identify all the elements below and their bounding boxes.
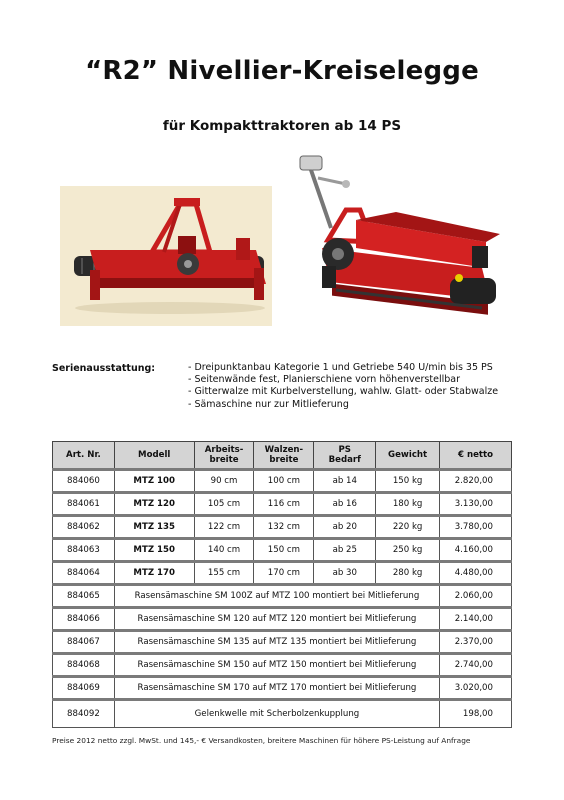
table-row: [53, 585, 512, 608]
cell-beschreibung: Rasensämaschine SM 170 auf MTZ 170 montiert bei Mitlieferung: [114, 677, 439, 700]
cell-ps: ab 16: [314, 493, 376, 516]
header-arbeitsbreite: Arbeits- breite: [194, 442, 254, 470]
cell-preis: 3.130,00: [440, 493, 512, 516]
header-modell: Modell: [114, 442, 194, 470]
cell-modell: MTZ 100: [114, 470, 194, 493]
list-item: - Dreipunktanbau Kategorie 1 und Getriebe 540 U/min bis 35 PS: [188, 362, 493, 373]
header-walzenbreite: Walzen- breite: [254, 442, 314, 470]
cell-modell: MTZ 150: [114, 539, 194, 562]
table-row: [53, 516, 512, 539]
cell-walzenbreite: 116 cm: [254, 493, 314, 516]
cell-beschreibung: Rasensämaschine SM 120 auf MTZ 120 montiert bei Mitlieferung: [114, 608, 439, 631]
cell-modell: MTZ 135: [114, 516, 194, 539]
cell-modell: MTZ 120: [114, 493, 194, 516]
cell-preis: 2.740,00: [440, 654, 512, 677]
table-row: [53, 654, 512, 677]
cell-preis: 3.020,00: [440, 677, 512, 700]
cell-preis: 4.480,00: [440, 562, 512, 585]
page-subtitle: für Kompakttraktoren ab 14 PS: [162, 118, 402, 134]
cell-ps: ab 30: [314, 562, 376, 585]
cell-beschreibung: Rasensämaschine SM 135 auf MTZ 135 montiert bei Mitlieferung: [114, 631, 439, 654]
series-equipment-list: [188, 362, 498, 411]
cell-arbeitsbreite: 105 cm: [194, 493, 254, 516]
table-header-row: [53, 442, 512, 470]
cell-walzenbreite: 100 cm: [254, 470, 314, 493]
cell-ps: ab 20: [314, 516, 376, 539]
header-art-nr: Art. Nr.: [53, 442, 115, 470]
list-item: - Gitterwalze mit Kurbelverstellung, wahlw. Glatt- oder Stabwalze: [188, 386, 499, 398]
header-ps-bedarf: PS Bedarf: [314, 442, 376, 470]
cell-arbeitsbreite: 155 cm: [194, 562, 254, 585]
cell-gewicht: 150 kg: [376, 470, 440, 493]
table-row: [53, 700, 512, 728]
product-photo-harrow: [60, 186, 272, 326]
cell-ps: ab 14: [314, 470, 376, 493]
cell-beschreibung: Gelenkwelle mit Scherbolzenkupplung: [114, 700, 439, 728]
harrow-seeder-illustration: [286, 150, 504, 340]
cell-walzenbreite: 132 cm: [254, 516, 314, 539]
page-title: “R2” Nivellier-Kreiselegge: [85, 56, 479, 86]
cell-arbeitsbreite: 122 cm: [194, 516, 254, 539]
list-item: - Seitenwände fest, Planierschiene vorn höhenverstellbar: [188, 374, 460, 386]
header-netto: € netto: [440, 442, 512, 470]
cell-art: 884069: [53, 677, 115, 700]
table-row: [53, 631, 512, 654]
harrow-illustration: [60, 186, 272, 326]
cell-art: 884062: [53, 516, 115, 539]
cell-preis: 2.820,00: [440, 470, 512, 493]
cell-art: 884064: [53, 562, 115, 585]
table-row: [53, 608, 512, 631]
cell-preis: 198,00: [440, 700, 512, 728]
table-row: [53, 677, 512, 700]
cell-walzenbreite: 170 cm: [254, 562, 314, 585]
series-equipment-label: Serienausstattung:: [52, 363, 156, 374]
cell-preis: 2.140,00: [440, 608, 512, 631]
cell-art: 884068: [53, 654, 115, 677]
table-row: [53, 562, 512, 585]
cell-gewicht: 280 kg: [376, 562, 440, 585]
list-item: - Sämaschine nur zur Mitlieferung: [188, 398, 349, 410]
cell-beschreibung: Rasensämaschine SM 100Z auf MTZ 100 montiert bei Mitlieferung: [114, 585, 439, 608]
table-row: [53, 470, 512, 493]
cell-arbeitsbreite: 90 cm: [194, 470, 254, 493]
cell-art: 884065: [53, 585, 115, 608]
cell-beschreibung: Rasensämaschine SM 150 auf MTZ 150 montiert bei Mitlieferung: [114, 654, 439, 677]
cell-art: 884067: [53, 631, 115, 654]
cell-art: 884061: [53, 493, 115, 516]
header-gewicht: Gewicht: [376, 442, 440, 470]
cell-ps: ab 25: [314, 539, 376, 562]
cell-walzenbreite: 150 cm: [254, 539, 314, 562]
cell-arbeitsbreite: 140 cm: [194, 539, 254, 562]
table-row: [53, 493, 512, 516]
cell-preis: 2.060,00: [440, 585, 512, 608]
price-table: [52, 441, 512, 728]
cell-preis: 3.780,00: [440, 516, 512, 539]
cell-gewicht: 250 kg: [376, 539, 440, 562]
cell-art: 884060: [53, 470, 115, 493]
product-photo-harrow-seeder: [286, 150, 504, 340]
cell-art: 884092: [53, 700, 115, 728]
cell-art: 884066: [53, 608, 115, 631]
cell-gewicht: 220 kg: [376, 516, 440, 539]
cell-modell: MTZ 170: [114, 562, 194, 585]
table-row: [53, 539, 512, 562]
footnote: Preise 2012 netto zzgl. MwSt. und 145,- € Versandkosten, breitere Maschinen für höhere PS-Leistung auf Anfrage: [52, 736, 471, 745]
cell-gewicht: 180 kg: [376, 493, 440, 516]
cell-preis: 2.370,00: [440, 631, 512, 654]
cell-preis: 4.160,00: [440, 539, 512, 562]
cell-art: 884063: [53, 539, 115, 562]
